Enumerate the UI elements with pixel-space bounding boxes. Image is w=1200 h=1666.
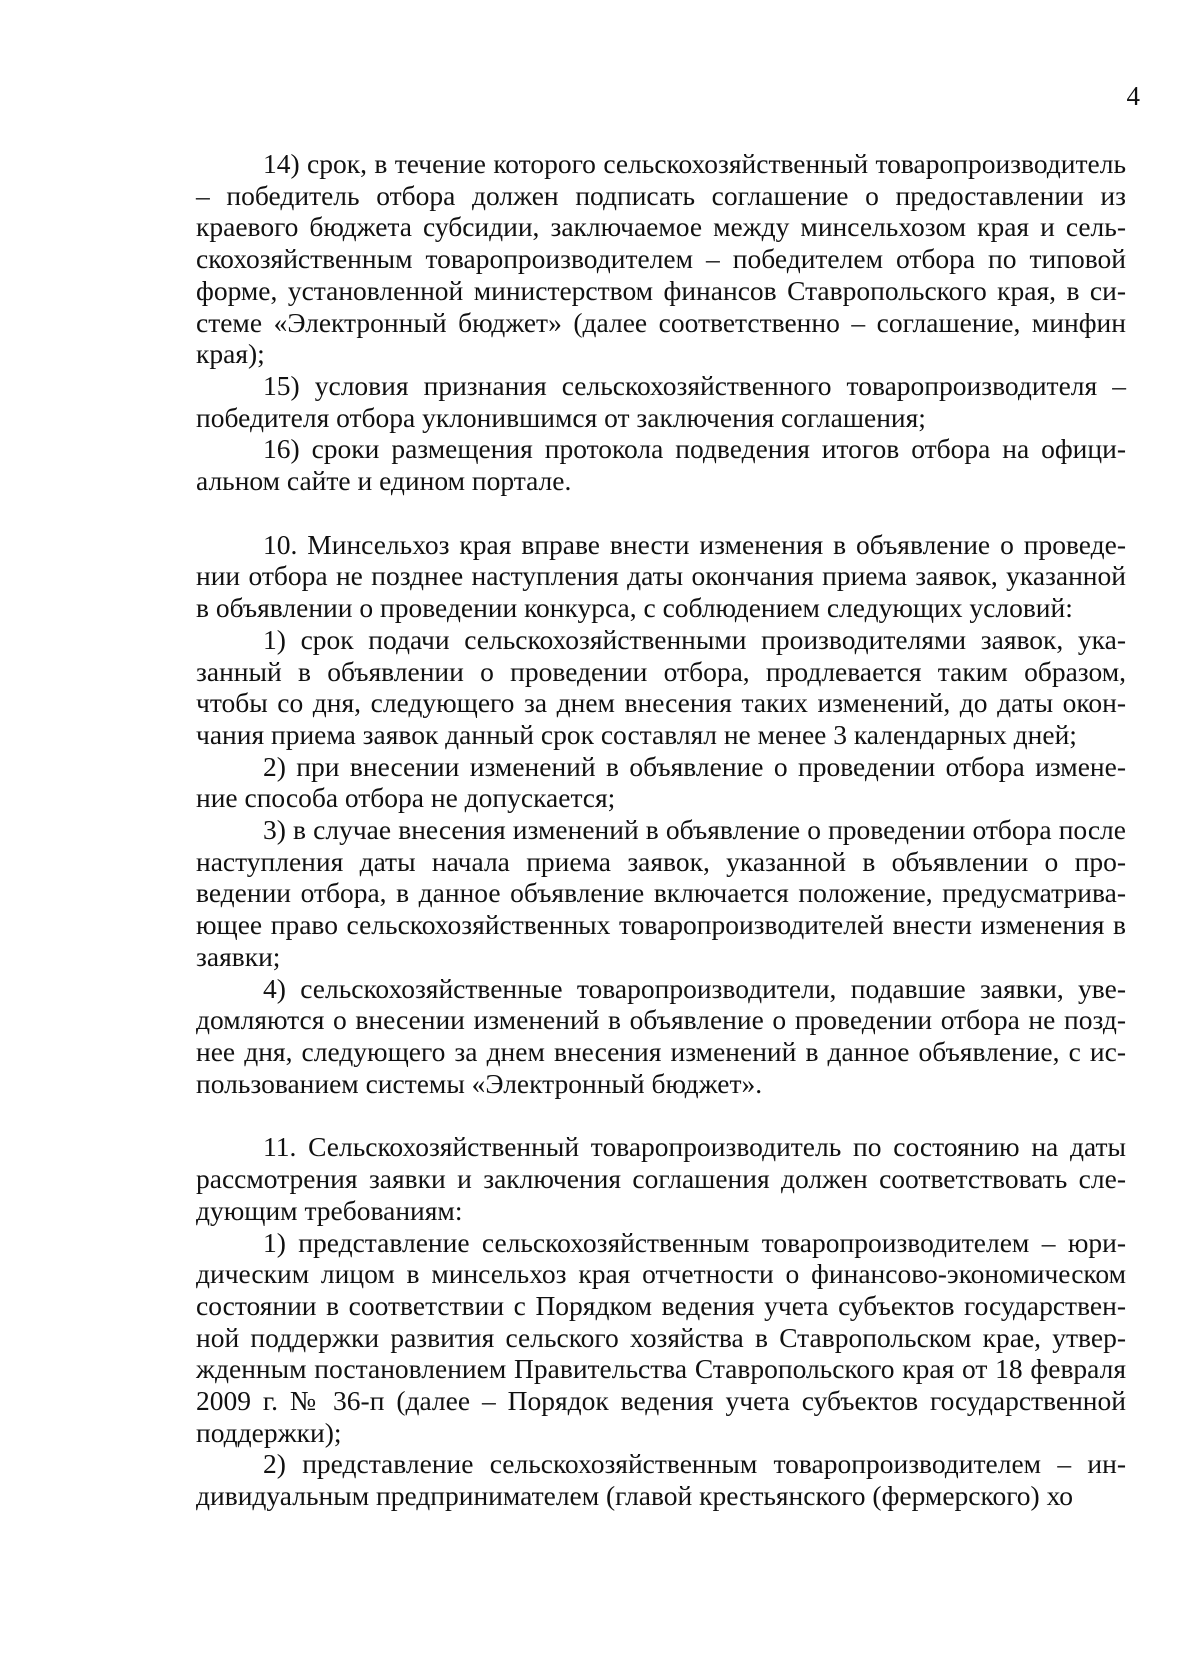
paragraph-section-10: 10. Минсельхоз края вправе внести изменения в объявление о проведении отбора не позднее наступления даты окончания приема заявок, указанной в объявлении о проведении конкурса, с соблюдением следующих условий: xyxy=(196,528,1126,624)
paragraph-item-10-3: 3) в случае внесения изменений в объявление о проведении отбора после наступления даты начала приема заявок, указанной в объявлении о проведении отбора, в данное объявление включается положение, предусматривающее право сельскохозяйственных товаропроизводителей внести изменения в заявки; xyxy=(196,814,1126,972)
paragraph-item-10-1: 1) срок подачи сельскохозяйственными производителями заявок, указанный в объявлении о проведении отбора, продлевается таким образом, чтобы со дня, следующего за днем внесения таких изменений, до даты окончания приема заявок данный срок составлял не менее 3 календарных дней; xyxy=(196,623,1126,750)
paragraph-item-15: 15) условия признания сельскохозяйственного товаропроизводителя – победителя отбора уклонившимся от заключения соглашения; xyxy=(196,369,1126,433)
paragraph-item-11-1: 1) представление сельскохозяйственным товаропроизводителем – юридическим лицом в минсельхоз края отчетности о финансово-экономическом состоянии в соответствии с Порядком ведения учета субъектов государственной поддержки развития сельского хозяйства в Ставропольском крае, утвержденным постановлением Правительства Ставропольского края от 18 февраля 2009 г. № 36-п (далее – Порядок ведения учета субъектов государственной поддержки); xyxy=(196,1226,1126,1448)
paragraph-item-14: 14) срок, в течение которого сельскохозяйственный товаропроизводитель – победитель отбора должен подписать соглашение о предоставлении из краевого бюджета субсидии, заключаемое между минсельхозом края и сельскохозяйственным товаропроизводителем – победителем отбора по типовой форме, установленной министерством финансов Ставропольского края, в системе «Электронный бюджет» (далее соответственно – соглашение, минфин края); xyxy=(196,148,1126,370)
paragraph-item-10-2: 2) при внесении изменений в объявление о проведении отбора изменение способа отбора не допускается; xyxy=(196,750,1126,814)
paragraph-item-11-2: 2) представление сельскохозяйственным товаропроизводителем – индивидуальным предпринимателем (главой крестьянского (фермерского) хо xyxy=(196,1448,1126,1512)
paragraph-section-11: 11. Сельскохозяйственный товаропроизводитель по состоянию на даты рассмотрения заявки и заключения соглашения должен соответствовать следующим требованиям: xyxy=(196,1131,1126,1226)
paragraph-item-10-4: 4) сельскохозяйственные товаропроизводители, подавшие заявки, уведомляются о внесении изменений в объявление о проведении отбора не позднее дня, следующего за днем внесения изменений в данное объявление, с использованием системы «Электронный бюджет». xyxy=(196,972,1126,1099)
paragraph-item-16: 16) сроки размещения протокола подведения итогов отбора на официальном сайте и едином портале. xyxy=(196,433,1126,497)
page-number: 4 xyxy=(1126,81,1140,111)
document-body xyxy=(196,148,1126,1512)
